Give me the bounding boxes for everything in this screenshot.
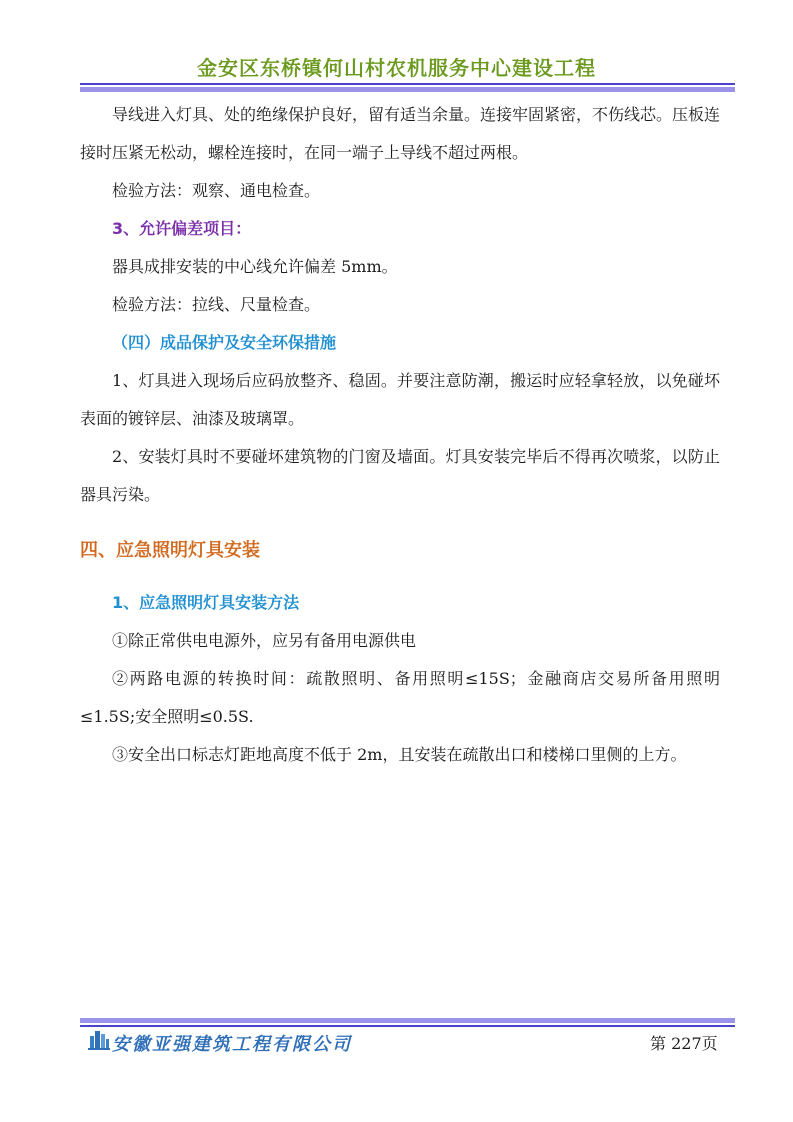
page-content — [80, 96, 720, 774]
section-heading-emergency: 四、应急照明灯具安装 — [80, 540, 260, 561]
footer-rule-thick — [80, 1018, 735, 1023]
heading-tolerance: 3、允许偏差项目： — [112, 219, 252, 238]
paragraph-method-1: ①除正常供电电源外，应另有备用电源供电 — [112, 631, 417, 650]
paragraph-protection-2: 2、安装灯具时不要碰坏建筑物的门窗及墙面。灯具安装完毕后不得再次喷浆，以防止器具污染。 — [80, 447, 720, 504]
footer-rule-thin — [80, 1025, 735, 1027]
paragraph-wiring: 导线进入灯具、处的绝缘保护良好，留有适当余量。连接牢固紧密，不伤线芯。压板连接时压紧无松动，螺栓连接时，在同一端子上导线不超过两根。 — [80, 105, 721, 162]
paragraph-inspection-1: 检验方法：观察、通电检查。 — [112, 181, 321, 200]
footer-company-name: 安徽亚强建筑工程有限公司 — [112, 1034, 352, 1055]
subheading-emergency-method: 1、应急照明灯具安装方法 — [112, 593, 300, 612]
header-rule-thick — [80, 87, 735, 92]
header-title: 金安区东桥镇何山村农机服务中心建设工程 — [197, 56, 596, 80]
header-rule-thin — [80, 83, 735, 85]
paragraph-inspection-2: 检验方法：拉线、尺量检查。 — [112, 295, 321, 314]
paragraph-method-2: ②两路电源的转换时间：疏散照明、备用照明≤15S；金融商店交易所备用照明≤1.5S;安全照明≤0.5S. — [80, 669, 720, 726]
footer-page-number: 第 227页 — [650, 1034, 718, 1053]
paragraph-protection-1: 1、灯具进入现场后应码放整齐、稳固。并要注意防潮，搬运时应轻拿轻放，以免碰坏表面的镀锌层、油漆及玻璃罩。 — [80, 371, 720, 428]
heading-protection: （四）成品保护及安全环保措施 — [112, 333, 337, 352]
building-logo-icon — [88, 1028, 110, 1050]
paragraph-method-3: ③安全出口标志灯距地高度不低于 2m，且安装在疏散出口和楼梯口里侧的上方。 — [112, 745, 687, 764]
paragraph-tolerance: 器具成排安装的中心线允许偏差 5mm。 — [112, 257, 398, 276]
